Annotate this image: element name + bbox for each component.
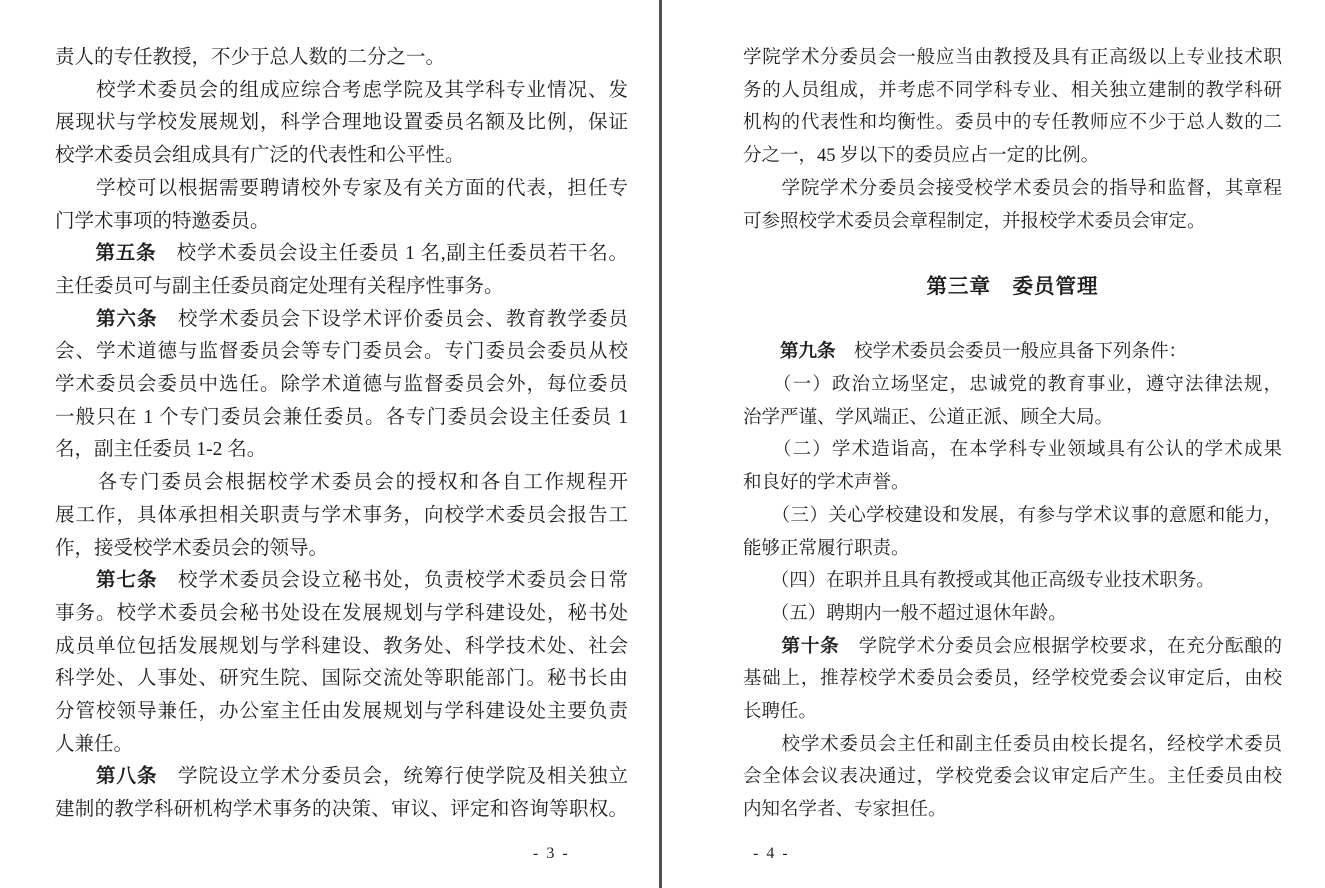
line-text: 展现状与学校发展规划，科学合理地设置委员名额及比例，保证 xyxy=(55,112,628,134)
page-4-text-column xyxy=(743,42,1282,827)
text-line xyxy=(743,565,1282,598)
line-text: 校学术委员会主任和副主任委员由校长提名，经校学术委员 xyxy=(743,734,1282,755)
article-number: 第七条 xyxy=(55,570,158,592)
text-line xyxy=(55,271,628,304)
text-line xyxy=(55,598,628,631)
text-line xyxy=(55,467,628,500)
line-text: 作，接受校学术委员会的领导。 xyxy=(55,537,329,559)
line-text: 展工作，具体承担相关职责与学术事务，向校学术委员会报告工 xyxy=(55,504,628,526)
text-line xyxy=(55,761,628,794)
text-line xyxy=(743,173,1282,206)
line-text: 名，副主任委员 1-2 名。 xyxy=(55,439,267,461)
line-text: 和良好的学术声誉。 xyxy=(743,473,910,494)
line-text: 事务。校学术委员会秘书处设在发展规划与学科建设处，秘书处 xyxy=(55,602,628,624)
text-line xyxy=(743,467,1282,500)
line-text: 校学术委员会组成具有广泛的代表性和公平性。 xyxy=(55,145,465,167)
line-text: （一）政治立场坚定，忠诚党的教育事业，遵守法律法规， xyxy=(743,375,1282,395)
line-text: 学院学术分委员会接受校学术委员会的指导和监督，其章程 xyxy=(743,178,1282,199)
text-line xyxy=(743,107,1282,140)
text-line xyxy=(55,206,628,239)
text-line xyxy=(55,238,628,271)
page-4-page-number: - 4 - xyxy=(753,845,790,862)
text-line xyxy=(743,729,1282,762)
line-text: 成员单位包括发展规划与学科建设、教务处、科学技术处、社会 xyxy=(55,635,628,657)
text-line xyxy=(55,794,628,827)
line-text: 学院设立学术分委员会，统筹行使学院及相关独立 xyxy=(157,766,628,788)
text-line xyxy=(55,140,628,173)
page-4 xyxy=(662,0,1325,888)
line-text: 校学术委员会设立秘书处，负责校学术委员会日常 xyxy=(157,570,628,592)
line-text: 科学处、人事处、研究生院、国际交流处等职能部门。秘书长由 xyxy=(55,668,628,690)
line-text: （四）在职并且具有教授或其他正高级专业技术职务。 xyxy=(743,571,1215,592)
text-line xyxy=(743,794,1282,827)
text-line xyxy=(743,336,1282,369)
article-number: 第六条 xyxy=(55,308,158,330)
text-line xyxy=(743,75,1282,108)
article-number: 第九条 xyxy=(743,342,836,363)
text-line xyxy=(55,533,628,566)
line-text: 建制的教学科研机构学术事务的决策、审议、评定和咨询等职权。 xyxy=(55,799,628,821)
text-line xyxy=(55,75,628,108)
text-line xyxy=(55,500,628,533)
line-text: 一般只在 1 个专门委员会兼任委员。各专门委员会设主任委员 1 xyxy=(55,406,628,428)
blank-line xyxy=(743,304,1282,337)
page-3-text-column xyxy=(55,42,628,827)
text-line xyxy=(55,434,628,467)
line-text: 分管校领导兼任，办公室主任由发展规划与学科建设处主要负责 xyxy=(55,701,628,723)
line-text: 能够正常履行职责。 xyxy=(743,538,910,559)
line-text: 校学术委员会设主任委员 1 名,副主任委员若干名。 xyxy=(156,243,628,265)
text-line xyxy=(743,206,1282,239)
article-number: 第八条 xyxy=(55,766,158,788)
text-line xyxy=(55,304,628,337)
line-text: 学术委员会委员中选任。除学术道德与监督委员会外，每位委员 xyxy=(55,374,628,396)
line-text: 学校可以根据需要聘请校外专家及有关方面的代表，担任专 xyxy=(55,177,628,199)
text-line xyxy=(743,42,1282,75)
text-line xyxy=(55,369,628,402)
line-text: 会全体会议表决通过，学校党委会议审定后产生。主任委员由校 xyxy=(743,767,1282,788)
article-number: 第五条 xyxy=(55,243,157,265)
chapter-heading xyxy=(743,271,1282,304)
text-line xyxy=(743,402,1282,435)
chapter-heading-text: 第三章 委员管理 xyxy=(926,275,1099,298)
line-text: 校学术委员会委员一般应具备下列条件： xyxy=(835,342,1188,363)
text-line xyxy=(743,140,1282,173)
article-number: 第十条 xyxy=(743,636,840,657)
text-line xyxy=(743,761,1282,794)
text-line xyxy=(55,107,628,140)
text-line xyxy=(55,336,628,369)
line-text: 可参照校学术委员会章程制定，并报校学术委员会审定。 xyxy=(743,211,1206,232)
line-text: 各专门委员会根据校学术委员会的授权和各自工作规程开 xyxy=(55,472,628,494)
text-line xyxy=(743,696,1282,729)
line-text: 务的人员组成，并考虑不同学科专业、相关独立建制的教学科研 xyxy=(743,80,1282,101)
line-text: 校学术委员会的组成应综合考虑学院及其学科专业情况、发 xyxy=(55,79,628,101)
text-line xyxy=(55,402,628,435)
line-text: 责人的专任教授，不少于总人数的二分之一。 xyxy=(55,47,446,68)
text-line xyxy=(743,663,1282,696)
text-line xyxy=(55,631,628,664)
line-text: （二）学术造诣高，在本学科专业领域具有公认的学术成果 xyxy=(743,440,1282,461)
line-text: 人兼任。 xyxy=(55,733,134,755)
text-line xyxy=(743,434,1282,467)
line-text: 分之一，45 岁以下的委员应占一定的比例。 xyxy=(743,146,1100,167)
line-text: 内知名学者、专家担任。 xyxy=(743,800,947,821)
text-line xyxy=(743,631,1282,664)
line-text: 校学术委员会下设学术评价委员会、教育教学委员 xyxy=(157,308,628,330)
text-line xyxy=(55,173,628,206)
line-text: 长聘任。 xyxy=(743,702,818,723)
line-text: 学院学术分委员会应根据学校要求，在充分酝酿的 xyxy=(839,636,1282,657)
text-line xyxy=(743,598,1282,631)
line-text: 主任委员可与副主任委员商定处理有关程序性事务。 xyxy=(55,275,504,297)
text-line xyxy=(743,500,1282,533)
line-text: 学院学术分委员会一般应当由教授及具有正高级以上专业技术职 xyxy=(743,48,1282,68)
text-line xyxy=(743,369,1282,402)
blank-line xyxy=(743,238,1282,271)
text-line xyxy=(55,42,628,75)
line-text: （五）聘期内一般不超过退休年龄。 xyxy=(743,603,1067,624)
text-line xyxy=(55,696,628,729)
line-text: 治学严谨、学风端正、公道正派、顾全大局。 xyxy=(743,407,1114,428)
page-3 xyxy=(0,0,659,888)
line-text: （三）关心学校建设和发展，有参与学术议事的意愿和能力， xyxy=(743,505,1282,526)
text-line xyxy=(55,729,628,762)
page-3-page-number: - 3 - xyxy=(533,845,570,862)
line-text: 机构的代表性和均衡性。委员中的专任教师应不少于总人数的二 xyxy=(743,113,1282,134)
line-text: 会、学术道德与监督委员会等专门委员会。专门委员会委员从校 xyxy=(55,341,628,363)
line-text: 门学术事项的特邀委员。 xyxy=(55,210,270,232)
text-line xyxy=(55,663,628,696)
text-line xyxy=(743,533,1282,566)
text-line xyxy=(55,565,628,598)
line-text: 基础上，推荐校学术委员会委员，经学校党委会议审定后，由校 xyxy=(743,669,1282,690)
